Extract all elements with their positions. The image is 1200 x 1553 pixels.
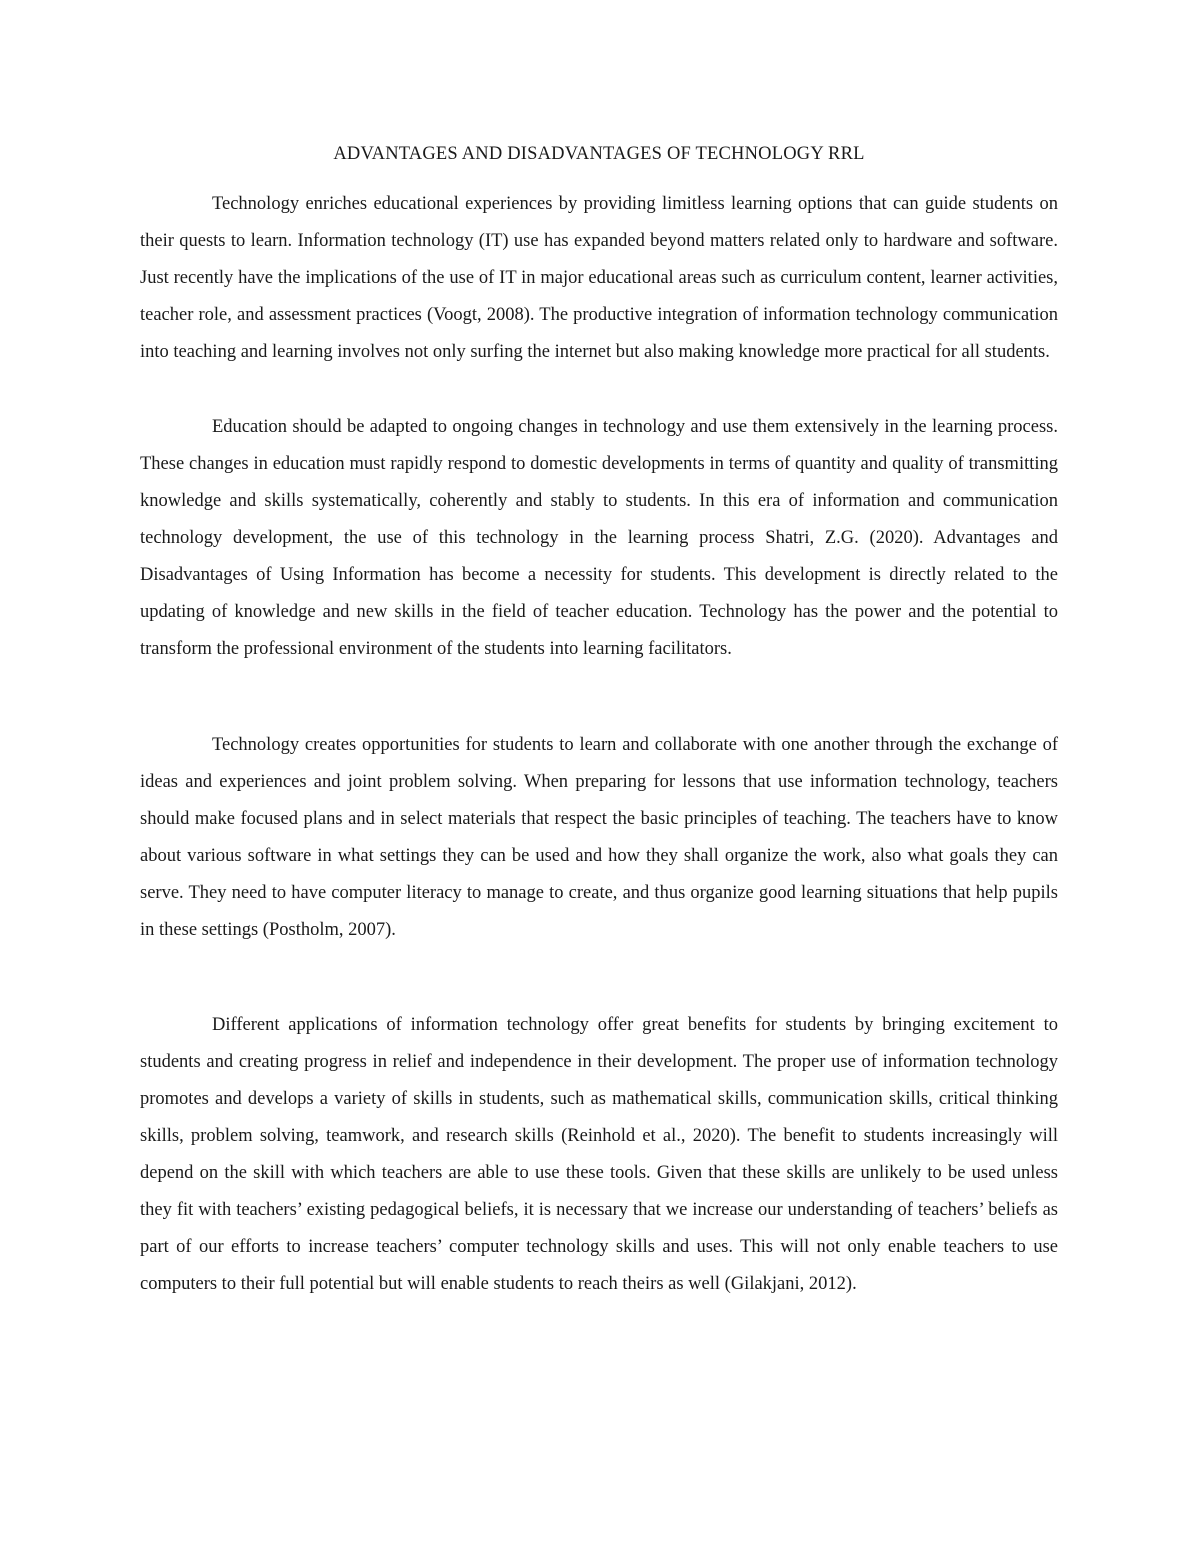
- paragraph-1: Technology enriches educational experiences by providing limitless learning options that can guide students on their quests to learn. Information technology (IT) use has expanded beyond matters related only to hardware and software. Just recently have the implications of the use of IT in major educational areas such as curriculum content, learner activities, teacher role, and assessment practices (Voogt, 2008). The productive integration of information technology communication into teaching and learning involves not only surfing the internet but also making knowledge more practical for all students.: [140, 194, 1058, 362]
- paragraph-2: Education should be adapted to ongoing changes in technology and use them extensively in the learning process. These changes in education must rapidly respond to domestic developments in terms of quantity and quality of transmitting knowledge and skills systematically, coherently and stably to students. In this era of information and communication technology development, the use of this technology in the learning process Shatri, Z.G. (2020). Advantages and Disadvantages of Using Information has become a necessity for students. This development is directly related to the updating of knowledge and new skills in the field of teacher education. Technology has the power and the potential to transform the professional environment of the students into learning facilitators.: [140, 417, 1058, 659]
- document-title: ADVANTAGES AND DISADVANTAGES OF TECHNOLOGY RRL: [333, 144, 865, 164]
- paragraph-4: Different applications of information technology offer great benefits for students by bringing excitement to students and creating progress in relief and independence in their development. The proper use of information technology promotes and develops a variety of skills in students, such as mathematical skills, communication skills, critical thinking skills, problem solving, teamwork, and research skills (Reinhold et al., 2020). The benefit to students increasingly will depend on the skill with which teachers are able to use these tools. Given that these skills are unlikely to be used unless they fit with teachers’ existing pedagogical beliefs, it is necessary that we increase our understanding of teachers’ beliefs as part of our efforts to increase teachers’ computer technology skills and uses. This will not only enable teachers to use computers to their full potential but will enable students to reach theirs as well (Gilakjani, 2012).: [140, 1015, 1058, 1294]
- paragraph-3: Technology creates opportunities for students to learn and collaborate with one another through the exchange of ideas and experiences and joint problem solving. When preparing for lessons that use information technology, teachers should make focused plans and in select materials that respect the basic principles of teaching. The teachers have to know about various software in what settings they can be used and how they shall organize the work, also what goals they can serve. They need to have computer literacy to manage to create, and thus organize good learning situations that help pupils in these settings (Postholm, 2007).: [140, 735, 1058, 940]
